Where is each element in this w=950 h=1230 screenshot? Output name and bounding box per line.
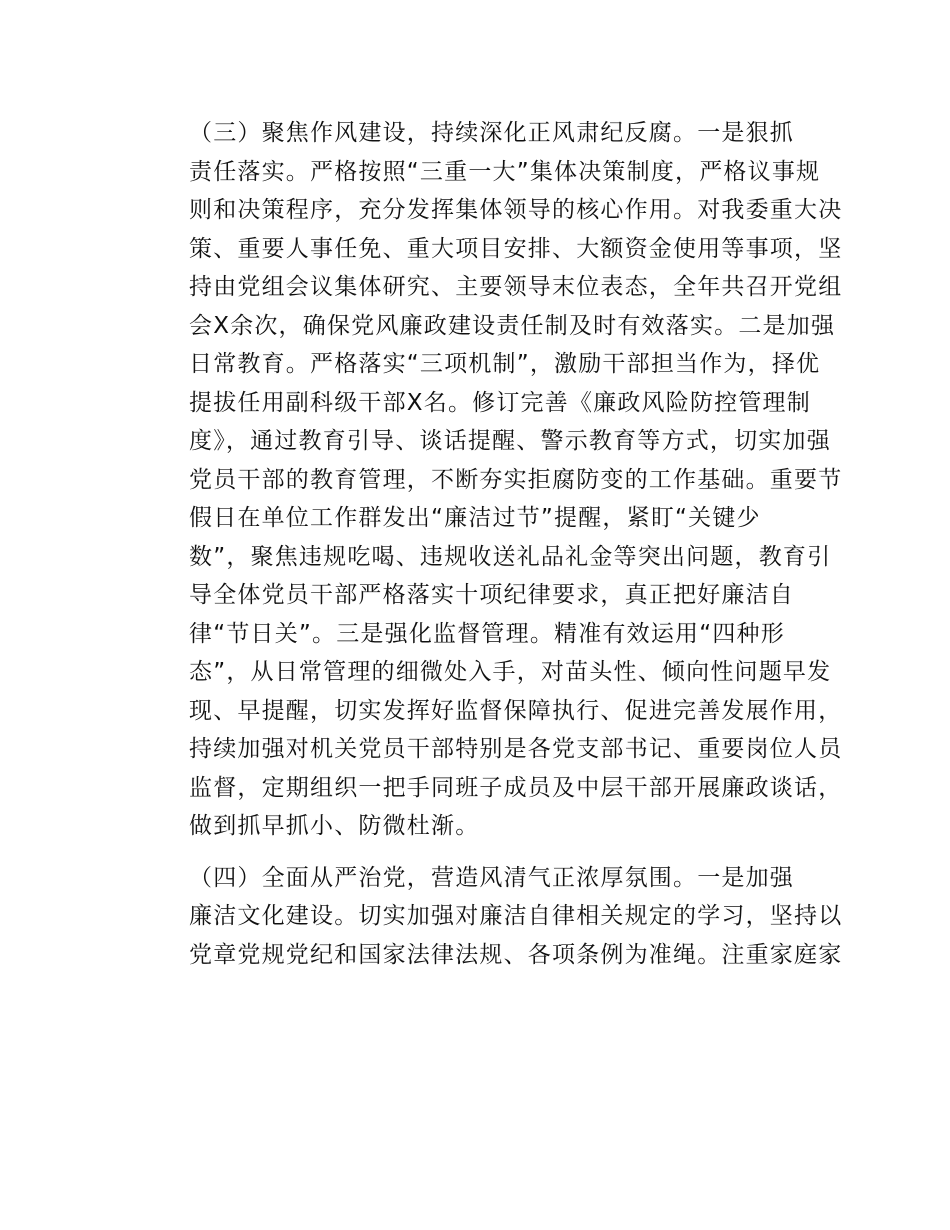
paragraph-line: 党员干部的教育管理，不断夯实拒腐防变的工作基础。重要节 bbox=[189, 466, 843, 493]
paragraph-line: 律“节日关”。三是强化监督管理。精准有效运用“四种形 bbox=[189, 620, 785, 647]
paragraph-line: 做到抓早抓小、防微杜渐。 bbox=[189, 813, 480, 839]
paragraph-line: 数”，聚焦违规吃喝、违规收送礼品礼金等突出问题，教育引 bbox=[189, 543, 832, 570]
paragraph-line: 会X余次，确保党风廉政建设责任制及时有效落实。二是加强 bbox=[189, 312, 836, 339]
paragraph-line: 假日在单位工作群发出“廉洁过节”提醒，紧盯“关键少 bbox=[189, 505, 761, 531]
paragraph-line: （三）聚焦作风建设，持续深化正风肃纪反腐。一是狠抓 bbox=[189, 120, 794, 146]
paragraph-line: 持由党组会议集体研究、主要领导末位表态，全年共召开党组 bbox=[189, 274, 843, 300]
paragraph-section-4 bbox=[143, 859, 843, 975]
paragraph-line: 态”，从日常管理的细微处入手，对苗头性、倾向性问题早发 bbox=[189, 659, 832, 685]
paragraph-line: 党章党规党纪和国家法律法规、各项条例为准绳。注重家庭家 bbox=[189, 941, 843, 968]
paragraph-line: 导全体党员干部严格落实十项纪律要求，真正把好廉洁自 bbox=[189, 582, 794, 608]
paragraph-line: 责任落实。严格按照“三重一大”集体决策制度，严格议事规 bbox=[189, 158, 821, 185]
document-body bbox=[143, 114, 843, 974]
paragraph-line: 日常教育。严格落实“三项机制”，激励干部担当作为，择优 bbox=[189, 351, 821, 377]
paragraph-line: 廉洁文化建设。切实加强对廉洁自律相关规定的学习，坚持以 bbox=[189, 903, 843, 929]
paragraph-line: 策、重要人事任免、重大项目安排、大额资金使用等事项，坚 bbox=[189, 235, 843, 262]
paragraph-line: 度》，通过教育引导、谈话提醒、警示教育等方式，切实加强 bbox=[189, 428, 831, 454]
paragraph-line: 监督，定期组织一把手同班子成员及中层干部开展廉政谈话， bbox=[189, 774, 843, 801]
paragraph-line: （四）全面从严治党，营造风清气正浓厚氛围。一是加强 bbox=[189, 864, 794, 891]
paragraph-line: 则和决策程序，充分发挥集体领导的核心作用。对我委重大决 bbox=[189, 197, 843, 223]
paragraph-line: 提拔任用副科级干部X名。修订完善《廉政风险防控管理制 bbox=[189, 389, 811, 416]
paragraph-line: 现、早提醒，切实发挥好监督保障执行、促进完善发展作用， bbox=[189, 697, 843, 724]
paragraph-section-3 bbox=[143, 114, 843, 846]
paragraph-line: 持续加强对机关党员干部特别是各党支部书记、重要岗位人员 bbox=[189, 736, 843, 762]
